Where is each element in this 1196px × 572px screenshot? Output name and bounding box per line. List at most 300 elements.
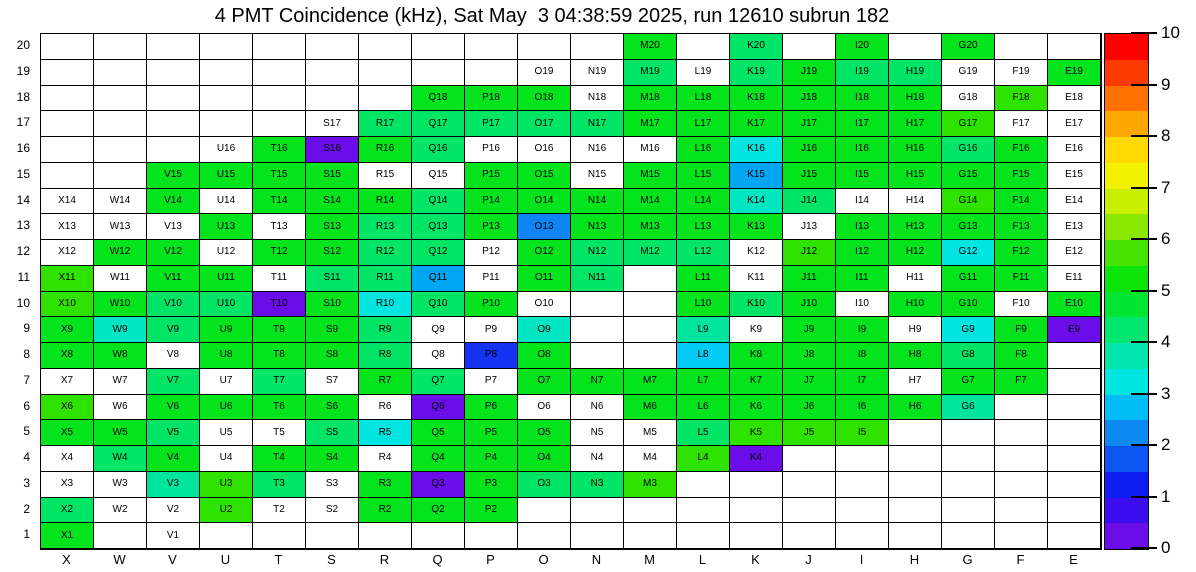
x-tick-label: E bbox=[1069, 552, 1078, 567]
colorbar-segment bbox=[1105, 317, 1148, 343]
colorbar-tick bbox=[1131, 32, 1157, 34]
grid-cell bbox=[518, 34, 571, 60]
grid-cell: P8 bbox=[465, 343, 518, 369]
colorbar-segment bbox=[1105, 214, 1148, 240]
grid-cell: O9 bbox=[518, 317, 571, 343]
y-tick-label: 16 bbox=[16, 141, 30, 155]
grid-cell: X7 bbox=[41, 369, 94, 395]
x-tick-label: S bbox=[327, 552, 336, 567]
grid-cell: L12 bbox=[677, 240, 730, 266]
grid-cell: W11 bbox=[94, 266, 147, 292]
grid-cell: V15 bbox=[147, 163, 200, 189]
grid-cell: H17 bbox=[889, 111, 942, 137]
grid-cell: L9 bbox=[677, 317, 730, 343]
grid-cell: O3 bbox=[518, 472, 571, 498]
grid-cell: M5 bbox=[624, 420, 677, 446]
grid-cell: X5 bbox=[41, 420, 94, 446]
grid-cell: O18 bbox=[518, 86, 571, 112]
grid-cell bbox=[995, 446, 1048, 472]
grid-cell: R4 bbox=[359, 446, 412, 472]
y-tick-label: 15 bbox=[16, 166, 30, 181]
grid-cell bbox=[1048, 420, 1101, 446]
grid-cell: N15 bbox=[571, 163, 624, 189]
x-tick-label: N bbox=[591, 552, 602, 567]
grid-cell: F19 bbox=[995, 60, 1048, 86]
grid-cell: U3 bbox=[200, 472, 253, 498]
grid-cell: Q3 bbox=[412, 472, 465, 498]
grid-cell: T7 bbox=[253, 369, 306, 395]
grid-cell bbox=[571, 343, 624, 369]
grid-cell: E9 bbox=[1048, 317, 1101, 343]
grid-cell: E10 bbox=[1048, 292, 1101, 318]
grid-cell: N7 bbox=[571, 369, 624, 395]
grid-cell: F13 bbox=[995, 214, 1048, 240]
grid-cell: L15 bbox=[677, 163, 730, 189]
grid-cell: T6 bbox=[253, 395, 306, 421]
grid-cell bbox=[1048, 523, 1101, 549]
grid-cell bbox=[147, 86, 200, 112]
grid-cell: F7 bbox=[995, 369, 1048, 395]
grid-cell: O19 bbox=[518, 60, 571, 86]
grid-cell: J19 bbox=[783, 60, 836, 86]
grid-cell: M3 bbox=[624, 472, 677, 498]
grid-cell: T4 bbox=[253, 446, 306, 472]
colorbar-tick-label: 7 bbox=[1161, 177, 1171, 197]
grid-cell: E18 bbox=[1048, 86, 1101, 112]
grid-cell: Q2 bbox=[412, 498, 465, 524]
y-tick-label: 14 bbox=[16, 192, 30, 207]
grid-cell: S5 bbox=[306, 420, 359, 446]
grid-cell: O6 bbox=[518, 395, 571, 421]
x-tick-label: O bbox=[538, 552, 549, 567]
colorbar-tick bbox=[1131, 341, 1157, 343]
grid-cell: M12 bbox=[624, 240, 677, 266]
grid-cell bbox=[995, 498, 1048, 524]
grid-cell bbox=[624, 266, 677, 292]
colorbar-segment bbox=[1105, 86, 1148, 112]
grid-cell: K15 bbox=[730, 163, 783, 189]
colorbar-segment bbox=[1105, 446, 1148, 472]
grid-cell bbox=[1048, 446, 1101, 472]
grid-cell: X11 bbox=[41, 266, 94, 292]
grid-cell bbox=[253, 523, 306, 549]
grid-cell: I20 bbox=[836, 34, 889, 60]
grid-cell: P16 bbox=[465, 137, 518, 163]
grid-cell bbox=[306, 34, 359, 60]
grid-cell: O12 bbox=[518, 240, 571, 266]
grid-cell: T3 bbox=[253, 472, 306, 498]
y-tick-label: 11 bbox=[17, 269, 30, 284]
grid-cell: N18 bbox=[571, 86, 624, 112]
grid-cell bbox=[306, 86, 359, 112]
grid-cell: J18 bbox=[783, 86, 836, 112]
x-tick-label: P bbox=[486, 552, 495, 567]
grid-cell: F17 bbox=[995, 111, 1048, 137]
grid-cell: S6 bbox=[306, 395, 359, 421]
grid-cell: S15 bbox=[306, 163, 359, 189]
colorbar-segment bbox=[1105, 523, 1148, 549]
grid-cell: L16 bbox=[677, 137, 730, 163]
grid-cell bbox=[624, 343, 677, 369]
grid-cell: X6 bbox=[41, 395, 94, 421]
x-tick-label: K bbox=[751, 552, 760, 567]
grid-cell: V14 bbox=[147, 189, 200, 215]
x-tick-label: F bbox=[1016, 552, 1025, 567]
grid-cell: E16 bbox=[1048, 137, 1101, 163]
grid-cell: F11 bbox=[995, 266, 1048, 292]
grid-cell: L10 bbox=[677, 292, 730, 318]
grid-cell bbox=[942, 446, 995, 472]
grid-cell: N11 bbox=[571, 266, 624, 292]
grid-cell bbox=[836, 446, 889, 472]
grid-cell: K10 bbox=[730, 292, 783, 318]
y-tick-label: 5 bbox=[23, 424, 30, 439]
grid-cell: S3 bbox=[306, 472, 359, 498]
grid-cell: R14 bbox=[359, 189, 412, 215]
colorbar-tick-label: 4 bbox=[1161, 332, 1171, 351]
x-tick-label: Q bbox=[432, 552, 443, 567]
grid-cell: W8 bbox=[94, 343, 147, 369]
grid-cell bbox=[677, 472, 730, 498]
grid-cell: Q5 bbox=[412, 420, 465, 446]
grid-cell: L19 bbox=[677, 60, 730, 86]
grid-cell: S7 bbox=[306, 369, 359, 395]
grid-cell: I12 bbox=[836, 240, 889, 266]
x-tick-label: H bbox=[909, 552, 920, 567]
grid-cell bbox=[995, 523, 1048, 549]
grid-cell: V4 bbox=[147, 446, 200, 472]
grid-cell: L5 bbox=[677, 420, 730, 446]
grid-cell: V3 bbox=[147, 472, 200, 498]
grid-cell: G17 bbox=[942, 111, 995, 137]
grid-cell: V11 bbox=[147, 266, 200, 292]
grid-cell bbox=[94, 86, 147, 112]
y-tick-label: 4 bbox=[23, 450, 30, 464]
grid-cell bbox=[677, 523, 730, 549]
grid-cell: K11 bbox=[730, 266, 783, 292]
grid-cell bbox=[465, 60, 518, 86]
grid-cell: R17 bbox=[359, 111, 412, 137]
colorbar-tick-label: 1 bbox=[1161, 486, 1171, 506]
grid-cell: F12 bbox=[995, 240, 1048, 266]
grid-cell bbox=[147, 137, 200, 163]
grid-cell bbox=[730, 498, 783, 524]
grid-cell: R13 bbox=[359, 214, 412, 240]
grid-cell: W14 bbox=[94, 189, 147, 215]
colorbar-tick bbox=[1131, 444, 1157, 446]
grid-cell: I9 bbox=[836, 317, 889, 343]
grid-cell: N12 bbox=[571, 240, 624, 266]
grid-cell: H8 bbox=[889, 343, 942, 369]
grid-cell: M6 bbox=[624, 395, 677, 421]
grid-cell bbox=[359, 86, 412, 112]
grid-cell: P5 bbox=[465, 420, 518, 446]
grid-cell: L11 bbox=[677, 266, 730, 292]
grid-cell bbox=[995, 395, 1048, 421]
grid-cell: R8 bbox=[359, 343, 412, 369]
grid-cell: O14 bbox=[518, 189, 571, 215]
grid-cell: K12 bbox=[730, 240, 783, 266]
grid-cell: I19 bbox=[836, 60, 889, 86]
grid-cell: H7 bbox=[889, 369, 942, 395]
grid-cell bbox=[1048, 369, 1101, 395]
grid-cell: R9 bbox=[359, 317, 412, 343]
grid-cell: J13 bbox=[783, 214, 836, 240]
grid-cell: N17 bbox=[571, 111, 624, 137]
grid-cell: O16 bbox=[518, 137, 571, 163]
grid-cell: S13 bbox=[306, 214, 359, 240]
grid-cell: F10 bbox=[995, 292, 1048, 318]
colorbar-tick-label: 5 bbox=[1161, 280, 1171, 300]
colorbar-segment bbox=[1105, 163, 1148, 189]
grid-cell: N5 bbox=[571, 420, 624, 446]
grid-cell: G13 bbox=[942, 214, 995, 240]
grid-cell: U6 bbox=[200, 395, 253, 421]
grid-cell bbox=[1048, 343, 1101, 369]
grid-cell bbox=[41, 137, 94, 163]
grid-cell: R16 bbox=[359, 137, 412, 163]
grid-cell bbox=[783, 446, 836, 472]
colorbar-tick-label: 6 bbox=[1161, 229, 1171, 248]
y-tick-label: 3 bbox=[23, 475, 30, 490]
grid-cell: J17 bbox=[783, 111, 836, 137]
grid-cell: R2 bbox=[359, 498, 412, 524]
grid-cell bbox=[94, 163, 147, 189]
grid-cell: W10 bbox=[94, 292, 147, 318]
grid-cell: X12 bbox=[41, 240, 94, 266]
colorbar-tick bbox=[1131, 135, 1157, 137]
grid-cell: T8 bbox=[253, 343, 306, 369]
grid-cell bbox=[94, 523, 147, 549]
grid-cell: H18 bbox=[889, 86, 942, 112]
chart-title: 4 PMT Coincidence (kHz), Sat May 3 04:38:59 2025, run 12610 subrun 182 bbox=[214, 5, 890, 27]
y-tick-label: 19 bbox=[16, 63, 30, 78]
grid-cell: W12 bbox=[94, 240, 147, 266]
grid-cell bbox=[147, 111, 200, 137]
grid-cell: W6 bbox=[94, 395, 147, 421]
grid-cell: U4 bbox=[200, 446, 253, 472]
grid-cell: X10 bbox=[41, 292, 94, 318]
grid-cell bbox=[41, 111, 94, 137]
heatmap-grid bbox=[40, 33, 1102, 550]
grid-cell: M4 bbox=[624, 446, 677, 472]
colorbar-tick bbox=[1131, 187, 1157, 189]
x-tick-label: U bbox=[220, 552, 231, 567]
x-tick-label: G bbox=[962, 552, 973, 567]
grid-cell: G11 bbox=[942, 266, 995, 292]
grid-cell bbox=[41, 86, 94, 112]
grid-cell bbox=[836, 472, 889, 498]
grid-cell: J12 bbox=[783, 240, 836, 266]
grid-cell: G12 bbox=[942, 240, 995, 266]
grid-cell: L8 bbox=[677, 343, 730, 369]
grid-cell bbox=[889, 420, 942, 446]
grid-cell: O7 bbox=[518, 369, 571, 395]
grid-cell: H16 bbox=[889, 137, 942, 163]
grid-cell bbox=[889, 34, 942, 60]
x-tick-label: W bbox=[113, 552, 126, 567]
grid-cell: Q12 bbox=[412, 240, 465, 266]
grid-cell bbox=[889, 472, 942, 498]
grid-cell bbox=[200, 523, 253, 549]
grid-cell bbox=[306, 60, 359, 86]
colorbar-tick-label: 8 bbox=[1161, 126, 1171, 145]
grid-cell: M16 bbox=[624, 137, 677, 163]
grid-cell bbox=[995, 472, 1048, 498]
grid-cell: I18 bbox=[836, 86, 889, 112]
grid-cell: X2 bbox=[41, 498, 94, 524]
grid-cell: U2 bbox=[200, 498, 253, 524]
colorbar-segment bbox=[1105, 34, 1148, 60]
grid-cell: I15 bbox=[836, 163, 889, 189]
grid-cell: H12 bbox=[889, 240, 942, 266]
grid-cell: U9 bbox=[200, 317, 253, 343]
grid-cell: P18 bbox=[465, 86, 518, 112]
grid-cell bbox=[41, 163, 94, 189]
x-tick-label: L bbox=[698, 552, 707, 567]
grid-cell bbox=[412, 60, 465, 86]
grid-cell: W7 bbox=[94, 369, 147, 395]
grid-cell: J6 bbox=[783, 395, 836, 421]
grid-cell: Q16 bbox=[412, 137, 465, 163]
grid-cell: J10 bbox=[783, 292, 836, 318]
grid-cell bbox=[465, 34, 518, 60]
grid-cell: N14 bbox=[571, 189, 624, 215]
grid-cell bbox=[200, 34, 253, 60]
grid-cell: F8 bbox=[995, 343, 1048, 369]
grid-cell bbox=[412, 34, 465, 60]
grid-cell: V10 bbox=[147, 292, 200, 318]
x-tick-label: V bbox=[168, 552, 177, 567]
grid-cell: K18 bbox=[730, 86, 783, 112]
grid-cell: P11 bbox=[465, 266, 518, 292]
grid-cell bbox=[783, 472, 836, 498]
grid-cell: I16 bbox=[836, 137, 889, 163]
colorbar-segment bbox=[1105, 369, 1148, 395]
grid-cell bbox=[253, 86, 306, 112]
grid-cell: J11 bbox=[783, 266, 836, 292]
grid-cell bbox=[624, 498, 677, 524]
grid-cell bbox=[889, 446, 942, 472]
grid-cell: S10 bbox=[306, 292, 359, 318]
grid-cell: V5 bbox=[147, 420, 200, 446]
grid-cell bbox=[730, 523, 783, 549]
x-tick-label: T bbox=[274, 552, 283, 567]
grid-cell bbox=[942, 472, 995, 498]
grid-cell: J14 bbox=[783, 189, 836, 215]
grid-cell: K4 bbox=[730, 446, 783, 472]
grid-cell: J16 bbox=[783, 137, 836, 163]
grid-cell bbox=[94, 34, 147, 60]
grid-cell bbox=[200, 86, 253, 112]
colorbar-tick-label: 9 bbox=[1161, 74, 1171, 94]
grid-cell: R12 bbox=[359, 240, 412, 266]
grid-cell bbox=[624, 523, 677, 549]
grid-cell: P10 bbox=[465, 292, 518, 318]
grid-cell: F9 bbox=[995, 317, 1048, 343]
x-tick-label: R bbox=[379, 552, 390, 567]
grid-cell: M14 bbox=[624, 189, 677, 215]
grid-cell: R7 bbox=[359, 369, 412, 395]
grid-cell: U7 bbox=[200, 369, 253, 395]
grid-cell: X9 bbox=[41, 317, 94, 343]
grid-cell: H10 bbox=[889, 292, 942, 318]
grid-cell: L14 bbox=[677, 189, 730, 215]
grid-cell bbox=[147, 34, 200, 60]
grid-cell: K20 bbox=[730, 34, 783, 60]
grid-cell: X14 bbox=[41, 189, 94, 215]
grid-cell: N4 bbox=[571, 446, 624, 472]
grid-cell: M17 bbox=[624, 111, 677, 137]
grid-cell: U16 bbox=[200, 137, 253, 163]
grid-cell: L18 bbox=[677, 86, 730, 112]
grid-cell: W4 bbox=[94, 446, 147, 472]
grid-cell: H19 bbox=[889, 60, 942, 86]
grid-cell: T15 bbox=[253, 163, 306, 189]
grid-cell: Q13 bbox=[412, 214, 465, 240]
colorbar-tick bbox=[1131, 290, 1157, 292]
colorbar-tick bbox=[1131, 238, 1157, 240]
grid-cell: G20 bbox=[942, 34, 995, 60]
grid-cell: I10 bbox=[836, 292, 889, 318]
colorbar-tick bbox=[1131, 547, 1157, 549]
colorbar-tick bbox=[1131, 84, 1157, 86]
colorbar-tick-label: 2 bbox=[1161, 435, 1171, 454]
grid-cell: O13 bbox=[518, 214, 571, 240]
y-tick-label: 17 bbox=[16, 115, 30, 130]
grid-cell: U5 bbox=[200, 420, 253, 446]
grid-cell: X4 bbox=[41, 446, 94, 472]
grid-cell: S16 bbox=[306, 137, 359, 163]
grid-cell: S11 bbox=[306, 266, 359, 292]
grid-cell: W5 bbox=[94, 420, 147, 446]
grid-cell: W2 bbox=[94, 498, 147, 524]
grid-cell: S9 bbox=[306, 317, 359, 343]
grid-cell: H11 bbox=[889, 266, 942, 292]
grid-cell: Q8 bbox=[412, 343, 465, 369]
colorbar bbox=[1104, 33, 1149, 550]
grid-cell: O11 bbox=[518, 266, 571, 292]
y-tick-label: 8 bbox=[23, 347, 30, 361]
grid-cell: P15 bbox=[465, 163, 518, 189]
grid-cell: V12 bbox=[147, 240, 200, 266]
y-tick-label: 18 bbox=[16, 89, 30, 104]
grid-cell: S14 bbox=[306, 189, 359, 215]
grid-cell: V6 bbox=[147, 395, 200, 421]
grid-cell: I8 bbox=[836, 343, 889, 369]
grid-cell: P14 bbox=[465, 189, 518, 215]
colorbar-segment bbox=[1105, 472, 1148, 498]
grid-cell: Q17 bbox=[412, 111, 465, 137]
grid-cell: O5 bbox=[518, 420, 571, 446]
grid-cell: J8 bbox=[783, 343, 836, 369]
grid-cell: E14 bbox=[1048, 189, 1101, 215]
grid-cell: G19 bbox=[942, 60, 995, 86]
grid-cell: H6 bbox=[889, 395, 942, 421]
x-tick-label: I bbox=[859, 552, 864, 567]
grid-cell: O8 bbox=[518, 343, 571, 369]
grid-cell: E15 bbox=[1048, 163, 1101, 189]
colorbar-segment bbox=[1105, 395, 1148, 421]
grid-cell bbox=[412, 523, 465, 549]
y-tick-label: 1 bbox=[23, 527, 30, 542]
grid-cell bbox=[41, 34, 94, 60]
grid-cell: G14 bbox=[942, 189, 995, 215]
grid-cell: G8 bbox=[942, 343, 995, 369]
grid-cell: G9 bbox=[942, 317, 995, 343]
grid-cell: N6 bbox=[571, 395, 624, 421]
x-tick-label: X bbox=[62, 552, 71, 567]
